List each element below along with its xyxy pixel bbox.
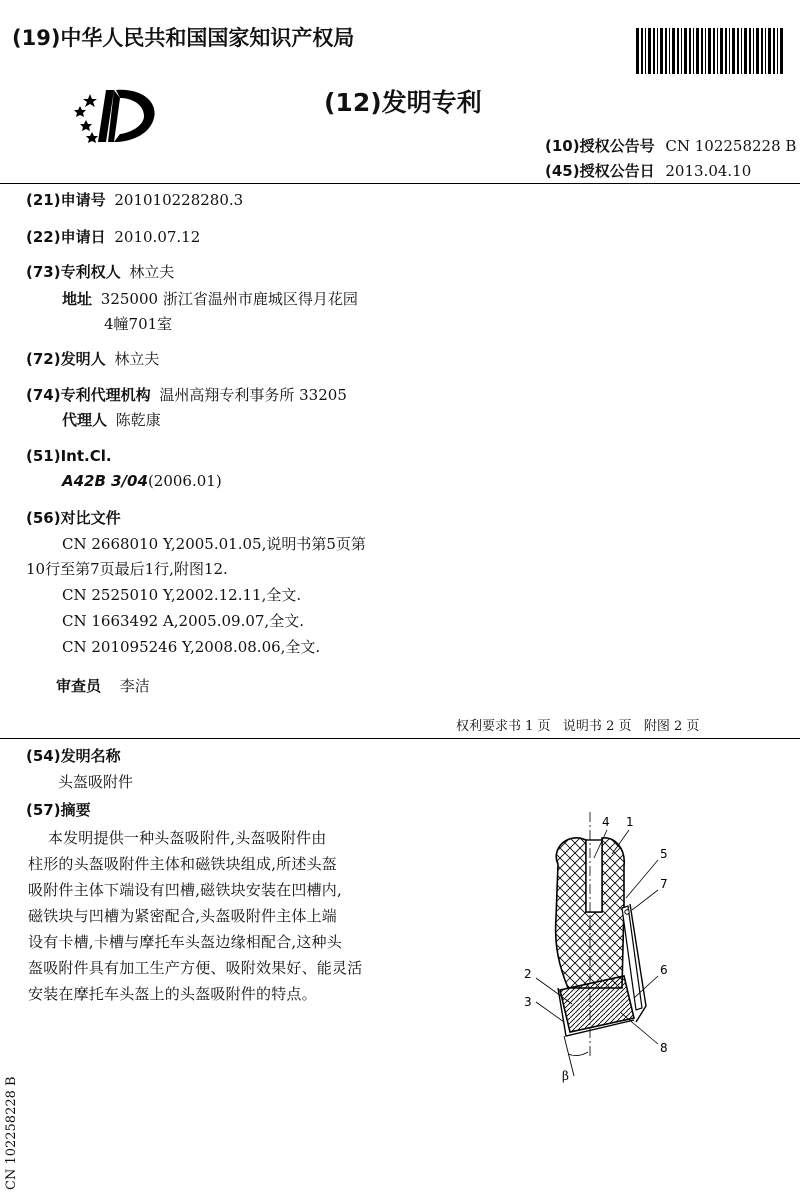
patentee: 林立夫	[129, 263, 175, 281]
cnipa-logo-icon	[70, 84, 162, 148]
abstract-line: 吸附件主体下端设有凹槽,磁铁块安装在凹槽内,	[28, 881, 342, 899]
abstract-line: 磁铁块与凹槽为紧密配合,头盔吸附件主体上端	[28, 907, 337, 925]
patentee-row	[26, 262, 174, 282]
agent: 陈乾康	[115, 411, 161, 429]
publication-date-label: (45)授权公告日	[545, 162, 655, 180]
publication-date: 2013.04.10	[665, 162, 752, 180]
address-label: 地址	[62, 290, 93, 308]
cited-item: CN 2668010 Y,2005.01.05,说明书第5页第	[62, 535, 366, 553]
figure-label: β	[562, 1069, 569, 1083]
agent-row	[62, 410, 161, 430]
examiner: 李洁	[119, 677, 150, 695]
abstract-line: 安装在摩托车头盔上的头盔吸附件的特点。	[28, 985, 317, 1003]
ipc-version: (2006.01)	[147, 472, 222, 490]
publication-number: CN 102258228 B	[665, 137, 797, 155]
application-date-row	[26, 227, 200, 247]
cited-item: 10行至第7页最后1行,附图12.	[26, 560, 228, 578]
examiner-row	[56, 676, 150, 696]
ipc-row	[62, 471, 222, 491]
publication-number-row	[545, 135, 796, 156]
figure-label: 5	[660, 847, 668, 861]
address-row	[62, 289, 358, 309]
abstract-line: 柱形的头盔吸附件主体和磁铁块组成,所述头盔	[28, 855, 337, 873]
ipc-code: A42B 3/04	[62, 472, 148, 490]
address-line-2: 4幢701室	[104, 315, 173, 333]
application-number-row	[26, 190, 243, 210]
application-number: 201010228280.3	[114, 191, 244, 209]
address-line-1: 325000 浙江省温州市鹿城区得月花园	[100, 290, 358, 308]
application-date-label: (22)申请日	[26, 228, 106, 246]
cited-item: CN 2525010 Y,2002.12.11,全文.	[62, 586, 302, 604]
figure-label: 1	[626, 815, 634, 829]
figure-label: 4	[602, 815, 610, 829]
barcode	[636, 28, 786, 74]
agency-label: (74)专利代理机构	[26, 386, 151, 404]
invention-title: 头盔吸附件	[58, 773, 134, 791]
cited-label: (56)对比文件	[26, 509, 121, 527]
figure-label: 3	[524, 995, 532, 1009]
patentee-label: (73)专利权人	[26, 263, 121, 281]
figure-label: 7	[660, 877, 668, 891]
application-number-label: (21)申请号	[26, 191, 106, 209]
office-name: (19)中华人民共和国国家知识产权局	[12, 26, 355, 50]
figure-label: 8	[660, 1041, 668, 1055]
application-date: 2010.07.12	[114, 228, 201, 246]
abstract-line: 盔吸附件具有加工生产方便、吸附效果好、能灵活	[28, 959, 363, 977]
inventor: 林立夫	[114, 350, 160, 368]
abstract-label: (57)摘要	[26, 801, 91, 819]
document-kind: (12)发明专利	[324, 88, 482, 117]
inventor-label: (72)发明人	[26, 350, 106, 368]
abstract-line: 设有卡槽,卡槽与摩托车头盔边缘相配合,这种头	[28, 933, 342, 951]
summary-divider	[0, 738, 800, 739]
abstract-figure	[510, 808, 690, 1098]
pages-summary: 权利要求书 1 页 说明书 2 页 附图 2 页	[456, 719, 700, 734]
examiner-label: 审查员	[56, 677, 102, 695]
agent-label: 代理人	[62, 411, 108, 429]
cited-item: CN 1663492 A,2005.09.07,全文.	[62, 612, 304, 630]
figure-label: 2	[524, 967, 532, 981]
abstract-line: 本发明提供一种头盔吸附件,头盔吸附件由	[28, 829, 327, 847]
header-divider	[0, 183, 800, 184]
cited-item: CN 201095246 Y,2008.08.06,全文.	[62, 638, 321, 656]
figure-label: 6	[660, 963, 668, 977]
publication-date-row	[545, 160, 751, 181]
publication-number-label: (10)授权公告号	[545, 137, 655, 155]
ipc-label: (51)Int.Cl.	[26, 447, 112, 465]
agency: 温州高翔专利事务所 33205	[159, 386, 347, 404]
inventor-row	[26, 349, 159, 369]
agency-row	[26, 385, 347, 405]
side-publication-number: CN 102258228 B	[4, 1076, 19, 1190]
title-label: (54)发明名称	[26, 747, 121, 765]
